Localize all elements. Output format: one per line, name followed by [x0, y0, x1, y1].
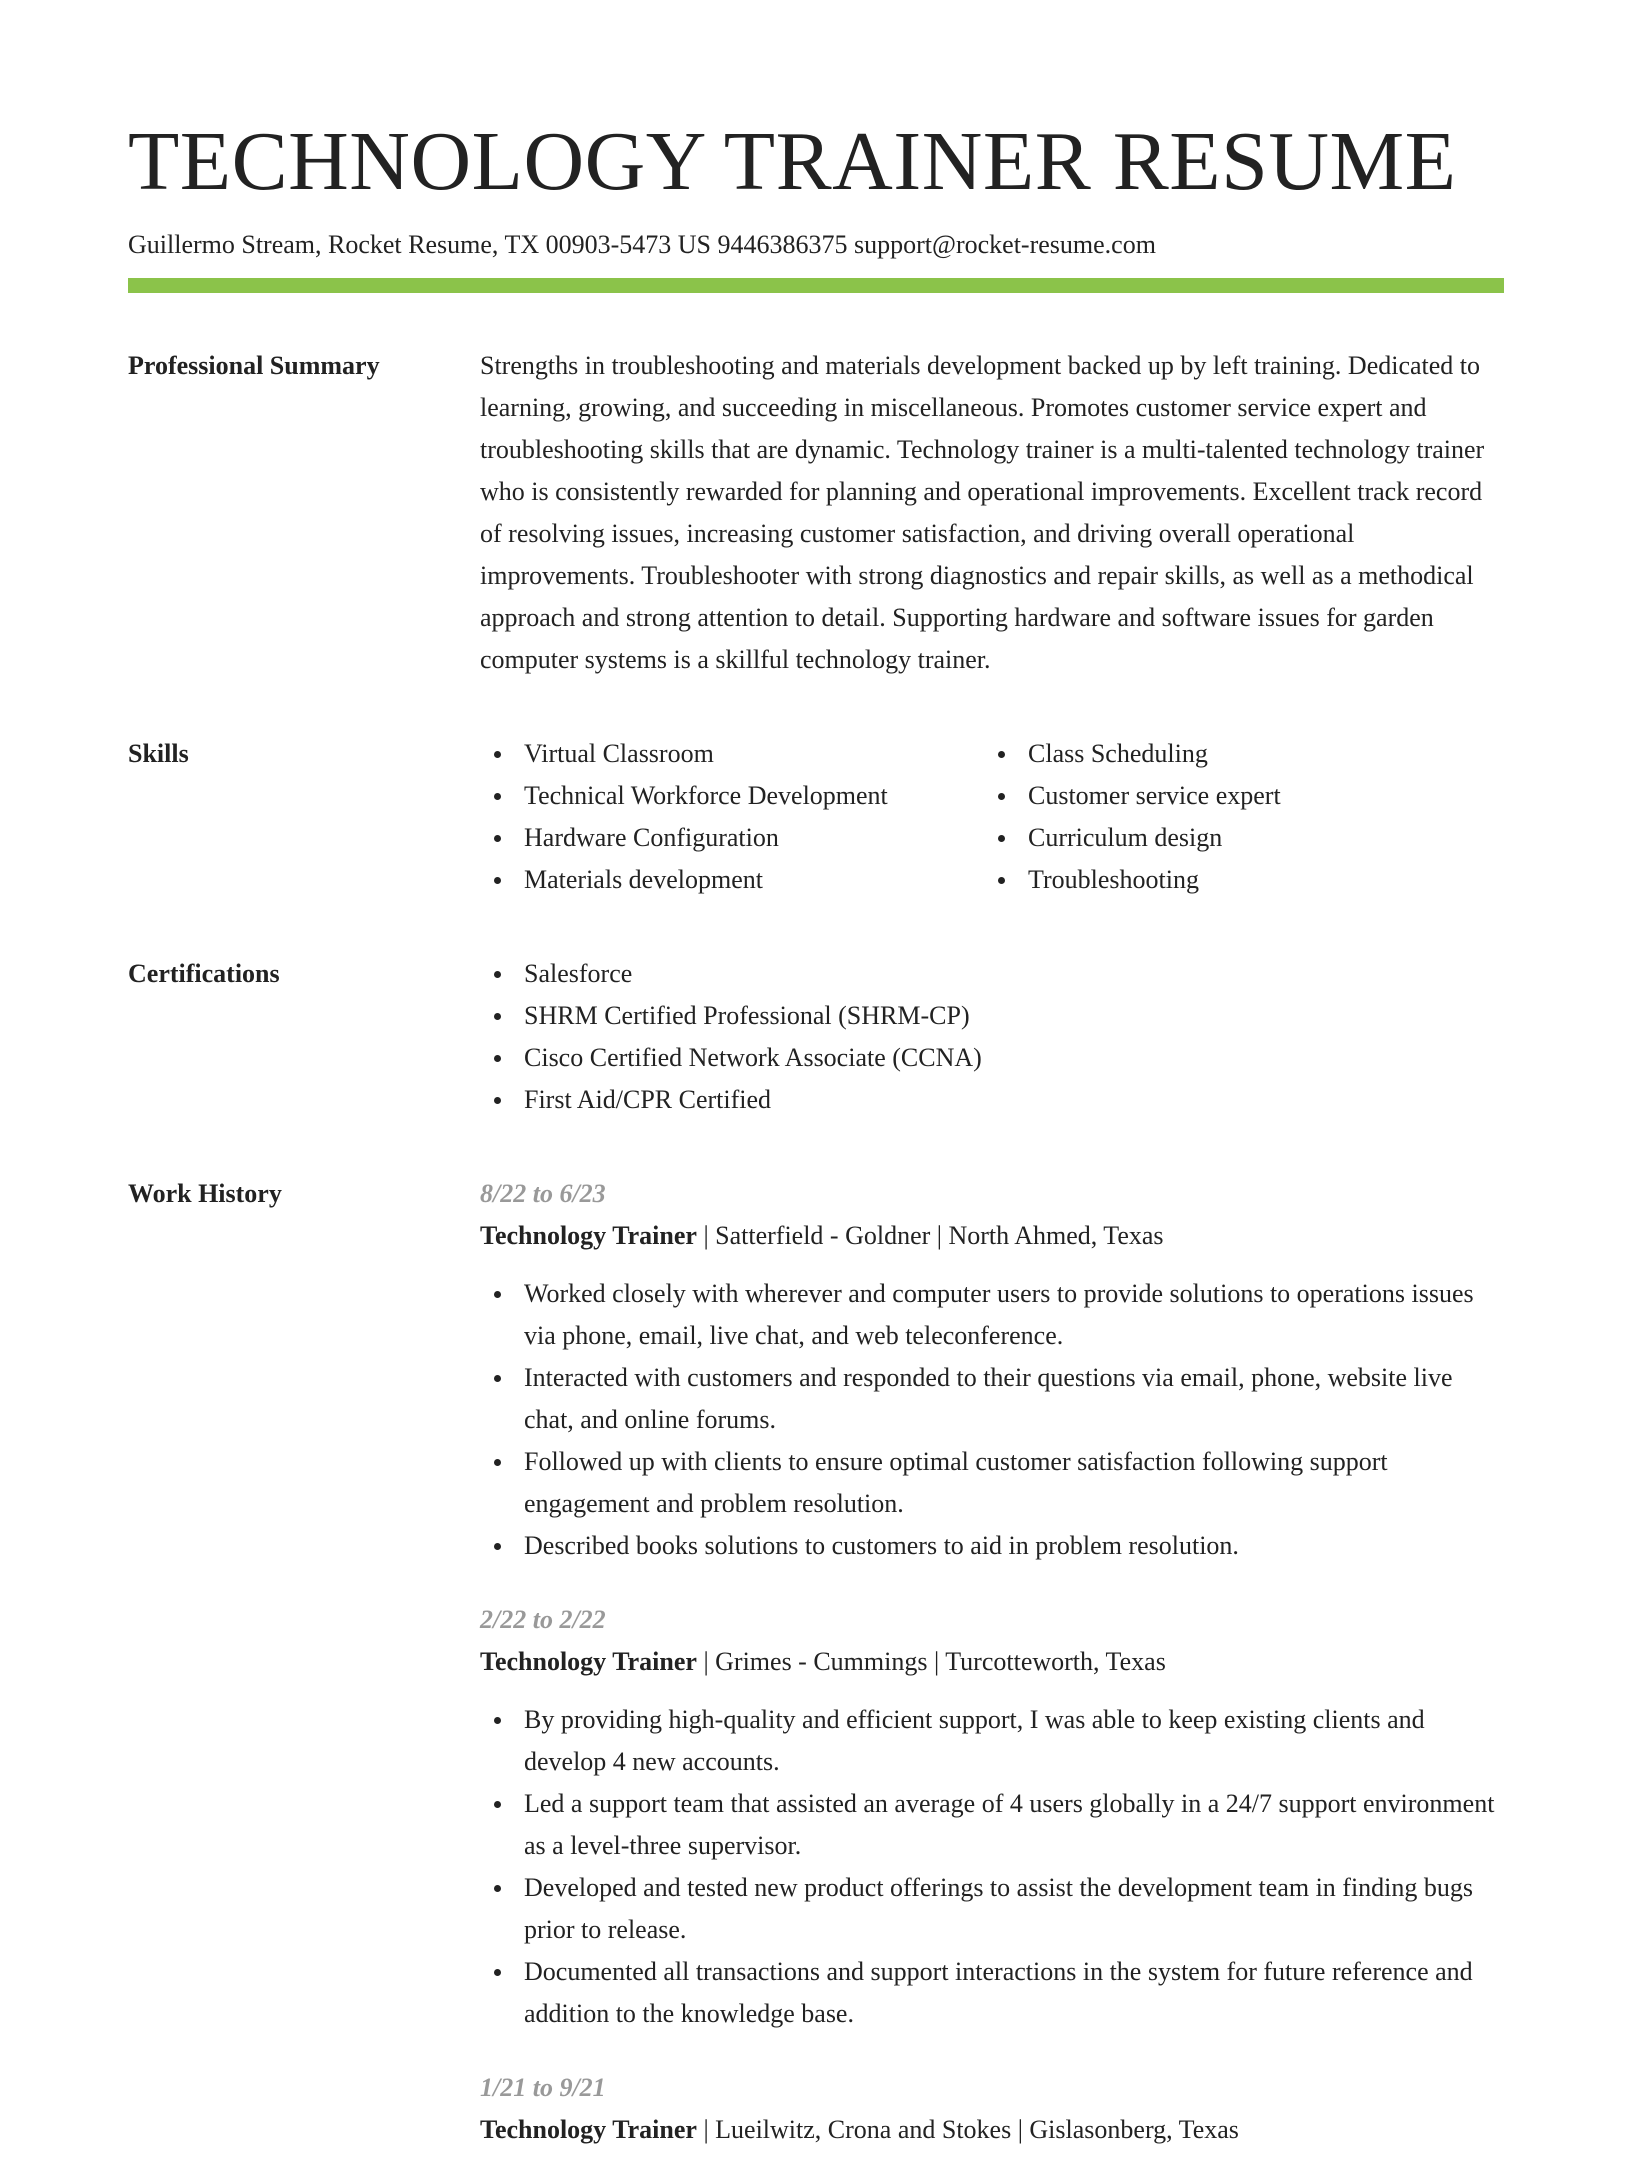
- job-company-location: | Satterfield - Goldner | North Ahmed, Texas: [696, 1221, 1164, 1251]
- skills-column-2: [984, 733, 1488, 901]
- skill-item: Customer service expert: [984, 775, 1488, 817]
- job-bullet: Followed up with clients to ensure optimal customer satisfaction following support engagement and problem resolution.: [480, 1441, 1504, 1525]
- job-bullet: Described books solutions to customers to aid in problem resolution.: [480, 1525, 1504, 1567]
- job-company-location: | Grimes - Cummings | Turcotteworth, Texas: [696, 1647, 1166, 1677]
- job-role: Technology Trainer: [480, 1647, 697, 1677]
- job-bullet: Documented all transactions and support interactions in the system for future reference and addition to the knowledge base.: [480, 1951, 1504, 2035]
- job-entry: [480, 1599, 1504, 2035]
- skill-item: Virtual Classroom: [480, 733, 984, 775]
- job-company-location: | Lueilwitz, Crona and Stokes | Gislasonberg, Texas: [696, 2115, 1239, 2145]
- job-bullet: By providing high-quality and efficient support, I was able to keep existing clients and develop 4 new accounts.: [480, 1699, 1504, 1783]
- skill-item: Hardware Configuration: [480, 817, 984, 859]
- job-title-line: [480, 1641, 1504, 1683]
- job-bullets: [480, 1273, 1504, 1567]
- summary-text: Strengths in troubleshooting and materials development backed up by left training. Dedicated to learning, growing, and succeeding in miscellaneous. Promotes customer service expert and troubleshooting skills that are dynamic. Technology trainer is a multi-talented technology trainer who is consistently rewarded for planning and operational improvements. Excellent track record of resolving issues, increasing customer satisfaction, and driving overall operational improvements. Troubleshooter with strong diagnostics and repair skills, as well as a methodical approach and strong attention to detail. Supporting hardware and software issues for garden computer systems is a skillful technology trainer.: [480, 351, 1485, 675]
- certifications-content: [480, 953, 1504, 1121]
- summary-heading: Professional Summary: [128, 351, 380, 381]
- skills-column-1: [480, 733, 984, 901]
- job-dates: 2/22 to 2/22: [480, 1605, 606, 1635]
- skill-item: Troubleshooting: [984, 859, 1488, 901]
- certification-item: SHRM Certified Professional (SHRM-CP): [480, 995, 1504, 1037]
- skills-heading: Skills: [128, 739, 189, 769]
- job-bullet: Interacted with customers and responded to their questions via email, phone, website live chat, and online forums.: [480, 1357, 1504, 1441]
- job-entry: [480, 2067, 1504, 2151]
- job-title-line: [480, 1215, 1504, 1257]
- certifications-section: [128, 953, 1504, 1121]
- resume-title: TECHNOLOGY TRAINER RESUME: [128, 115, 1457, 208]
- skills-grid: [480, 733, 1504, 901]
- contact-line: Guillermo Stream, Rocket Resume, TX 00903-5473 US 9446386375 support@rocket-resume.com: [128, 230, 1156, 260]
- certification-item: Cisco Certified Network Associate (CCNA): [480, 1037, 1504, 1079]
- skill-item: Materials development: [480, 859, 984, 901]
- certifications-heading: Certifications: [128, 959, 280, 989]
- resume-page: [128, 116, 1504, 2183]
- job-role: Technology Trainer: [480, 2115, 697, 2145]
- summary-section: [128, 345, 1504, 681]
- work-history-section: [128, 1173, 1504, 2183]
- work-history-heading: Work History: [128, 1179, 282, 1209]
- work-history-content: [480, 1173, 1504, 2183]
- skills-section: [128, 733, 1504, 901]
- job-entry: [480, 1173, 1504, 1567]
- job-dates: 1/21 to 9/21: [480, 2073, 606, 2103]
- job-dates: 8/22 to 6/23: [480, 1179, 606, 1209]
- skill-item: Curriculum design: [984, 817, 1488, 859]
- skill-item: Technical Workforce Development: [480, 775, 984, 817]
- header-accent-rule: [128, 278, 1504, 293]
- job-role: Technology Trainer: [480, 1221, 697, 1251]
- skill-item: Class Scheduling: [984, 733, 1488, 775]
- job-bullet: Developed and tested new product offerings to assist the development team in finding bugs prior to release.: [480, 1867, 1504, 1951]
- certifications-list: [480, 953, 1504, 1121]
- job-bullet: Worked closely with wherever and computer users to provide solutions to operations issues via phone, email, live chat, and web teleconference.: [480, 1273, 1504, 1357]
- job-title-line: [480, 2109, 1504, 2151]
- job-bullet: Led a support team that assisted an average of 4 users globally in a 24/7 support environment as a level-three supervisor.: [480, 1783, 1504, 1867]
- job-bullets: [480, 1699, 1504, 2035]
- certification-item: First Aid/CPR Certified: [480, 1079, 1504, 1121]
- certification-item: Salesforce: [480, 953, 1504, 995]
